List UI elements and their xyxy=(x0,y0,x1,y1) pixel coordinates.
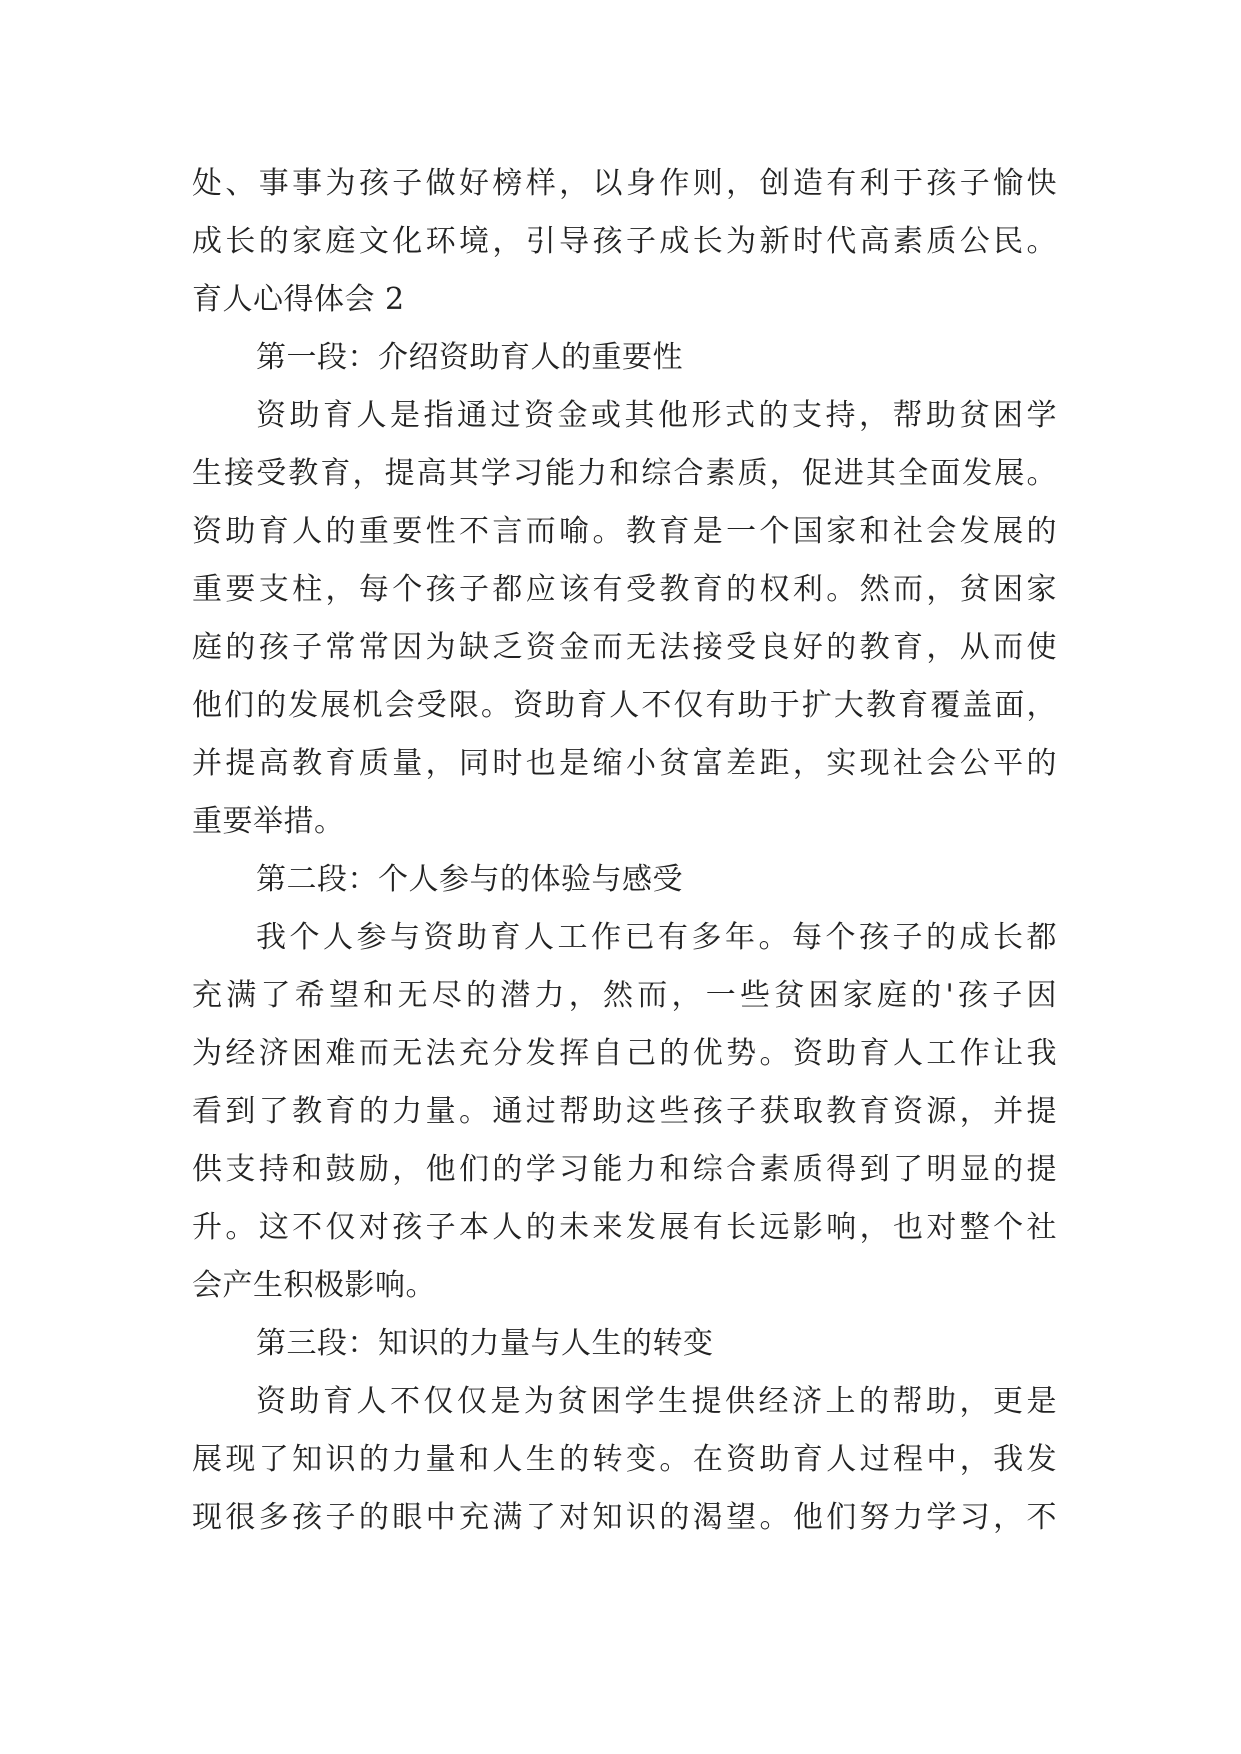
text-line: 供支持和鼓励，他们的学习能力和综合素质得到了明显的提 xyxy=(192,1152,1057,1187)
text-line: 成长的家庭文化环境，引导孩子成长为新时代高素质公民。 xyxy=(192,224,1057,259)
document-page xyxy=(192,155,1057,1547)
text-line: 我个人参与资助育人工作已有多年。每个孩子的成长都 xyxy=(256,920,1057,955)
text-line: 第一段：介绍资助育人的重要性 xyxy=(256,340,683,375)
text-line: 会产生积极影响。 xyxy=(192,1268,436,1303)
text-line: 庭的孩子常常因为缺乏资金而无法接受良好的教育，从而使 xyxy=(192,630,1057,665)
text-line: 资助育人是指通过资金或其他形式的支持，帮助贫困学 xyxy=(256,398,1057,433)
text-line: 看到了教育的力量。通过帮助这些孩子获取教育资源，并提 xyxy=(192,1094,1057,1129)
text-line: 育人心得体会 2 xyxy=(192,282,405,317)
text-line: 生接受教育，提高其学习能力和综合素质，促进其全面发展。 xyxy=(192,456,1057,491)
text-line: 资助育人的重要性不言而喻。教育是一个国家和社会发展的 xyxy=(192,514,1057,549)
text-line: 资助育人不仅仅是为贫困学生提供经济上的帮助，更是 xyxy=(256,1384,1057,1419)
text-line: 现很多孩子的眼中充满了对知识的渴望。他们努力学习，不 xyxy=(192,1500,1057,1535)
text-line: 第三段：知识的力量与人生的转变 xyxy=(256,1326,714,1361)
text-line: 处、事事为孩子做好榜样，以身作则，创造有利于孩子愉快 xyxy=(192,166,1057,201)
text-line: 升。这不仅对孩子本人的未来发展有长远影响，也对整个社 xyxy=(192,1210,1057,1245)
text-line: 充满了希望和无尽的潜力，然而，一些贫困家庭的'孩子因 xyxy=(192,978,1057,1013)
text-line: 第二段：个人参与的体验与感受 xyxy=(256,862,683,897)
text-line: 重要举措。 xyxy=(192,804,345,839)
text-line: 重要支柱，每个孩子都应该有受教育的权利。然而，贫困家 xyxy=(192,572,1057,607)
text-line: 为经济困难而无法充分发挥自己的优势。资助育人工作让我 xyxy=(192,1036,1057,1071)
text-line: 他们的发展机会受限。资助育人不仅有助于扩大教育覆盖面， xyxy=(192,688,1057,723)
text-line: 展现了知识的力量和人生的转变。在资助育人过程中，我发 xyxy=(192,1442,1057,1477)
text-line: 并提高教育质量，同时也是缩小贫富差距，实现社会公平的 xyxy=(192,746,1057,781)
